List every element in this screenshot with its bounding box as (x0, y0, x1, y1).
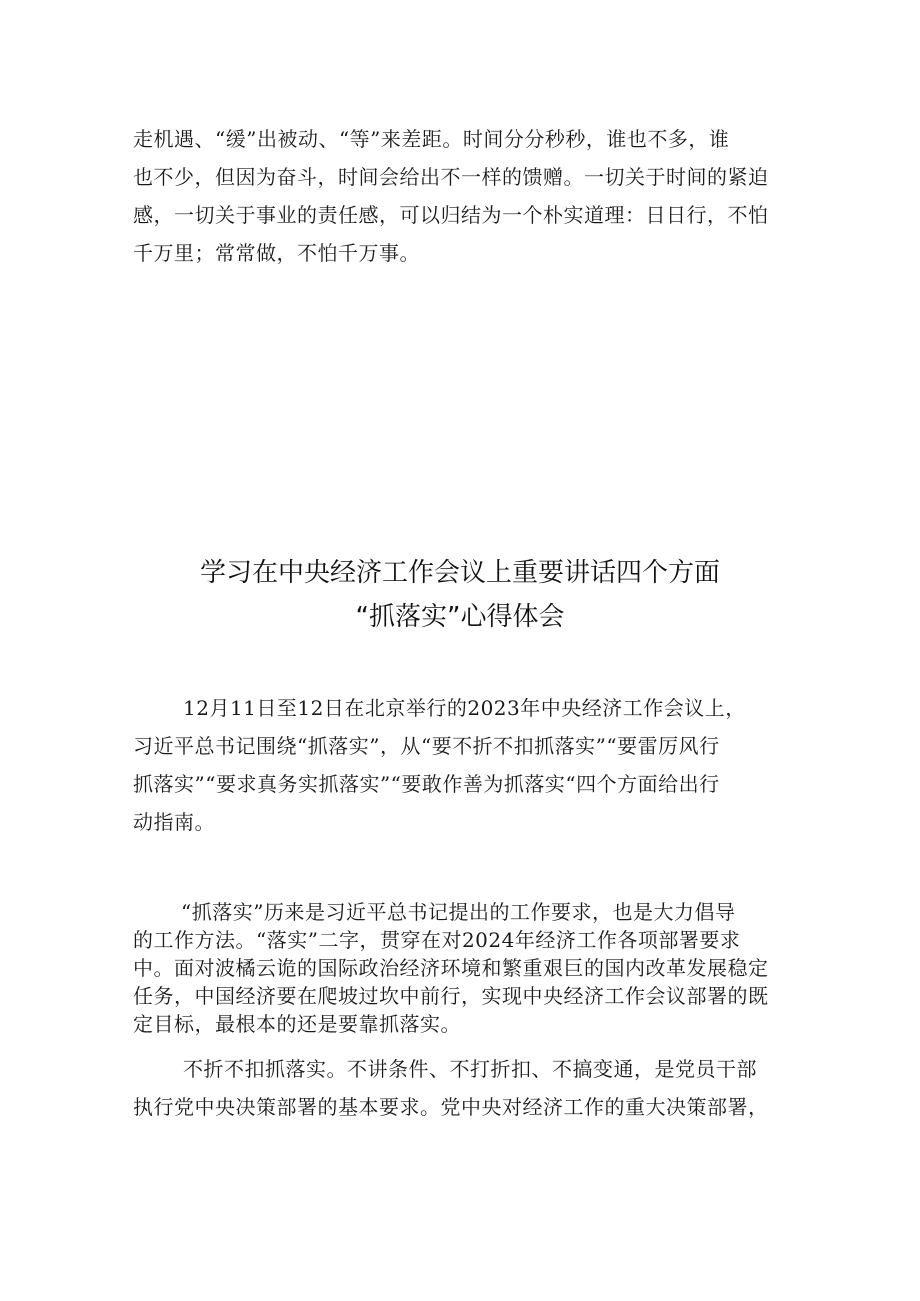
document-title (0, 551, 920, 639)
text-line: 走机遇、“缓”出被动、“等”来差距。时间分分秒秒，谁也不多，谁 (133, 127, 730, 151)
text-line: 习近平总书记围绕“抓落实”，从“要不折不扣抓落实”“要雷厉风行 (133, 734, 720, 758)
text-line: 的工作方法。“落实”二字，贯穿在对2024年经济工作各项部署要求 (133, 928, 741, 952)
paragraph-2 (133, 898, 797, 1038)
title-line: “抓落实”心得体会 (355, 602, 565, 632)
text-line: 12月11日至12日在北京举行的2023年中央经济工作会议上， (183, 696, 746, 720)
text-line: 抓落实”“要求真务实抓落实”“要敢作善为抓落实“四个方面给出行 (133, 772, 720, 796)
continuation-paragraph (133, 120, 797, 272)
text-line: “抓落实”历来是习近平总书记提出的工作要求，也是大力倡导 (181, 900, 736, 924)
text-line: 中。面对波橘云诡的国际政治经济环境和繁重艰巨的国内改革发展稳定 (133, 956, 769, 980)
text-line: 不折不扣抓落实。不讲条件、不打折扣、不搞变通，是党员干部 (183, 1057, 757, 1081)
text-line: 执行党中央决策部署的基本要求。党中央对经济工作的重大决策部署， (133, 1095, 769, 1119)
paragraph-1 (133, 689, 797, 841)
text-line: 也不少，但因为奋斗，时间会给出不一样的馈赠。一切关于时间的紧迫 (133, 165, 769, 189)
text-line: 千万里；常常做，不怕千万事。 (133, 241, 420, 265)
text-line: 动指南。 (133, 810, 215, 834)
text-line: 任务，中国经济要在爬坡过坎中前行，实现中央经济工作会议部署的既 (133, 984, 769, 1008)
text-line: 定目标，最根本的还是要靠抓落实。 (133, 1012, 461, 1036)
paragraph-3 (133, 1050, 797, 1126)
title-line: 学习在中央经济工作会议上重要讲话四个方面 (199, 558, 720, 588)
text-line: 感，一切关于事业的责任感，可以归结为一个朴实道理：日日行，不怕 (133, 203, 769, 227)
